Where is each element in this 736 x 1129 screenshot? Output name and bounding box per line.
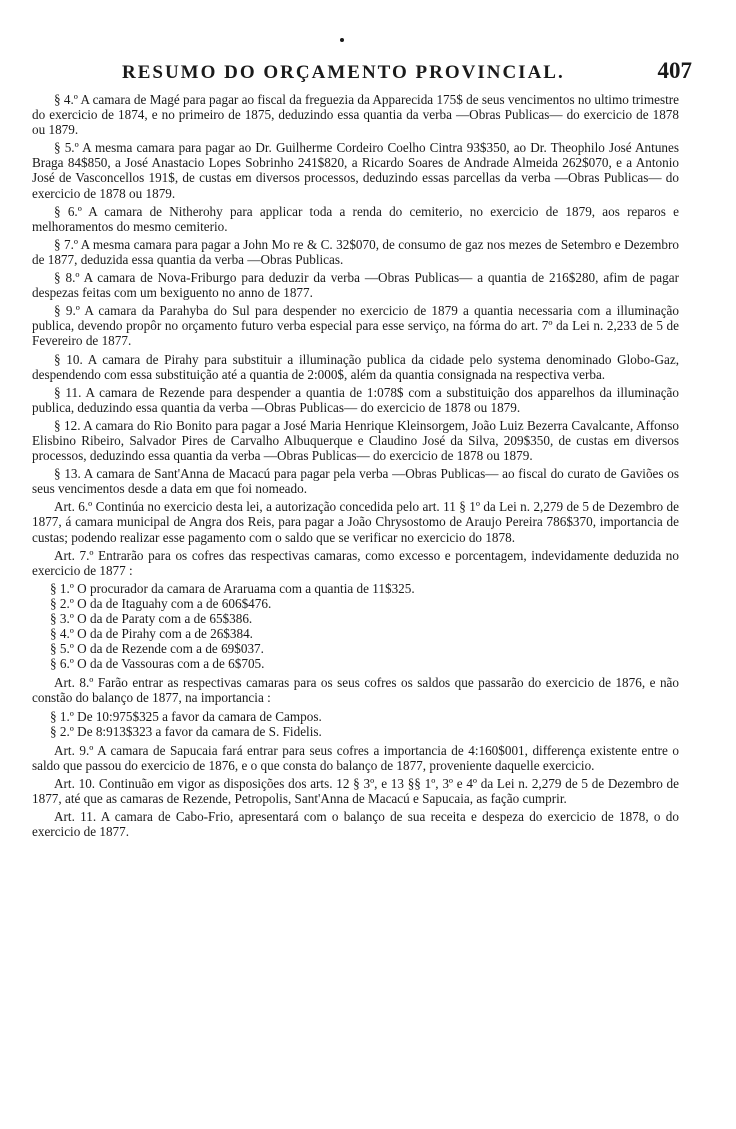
article-8-list [50,709,679,739]
article-10: Art. 10. Continuão em vigor as disposições dos arts. 12 § 3º, e 13 §§ 1º, 3º e 4º da Lei n. 2,279 de 5 de Dezembro de 1877, até que as camaras de Rezende, Petropolis, Sant'Anna de Macacú e Sapucaia, as fação cumprir. [32,775,679,807]
paragraph-s11: § 11. A camara de Rezende para despender a quantia de 1:078$ com a substituição dos apparelhos da illuminação publica, deduzindo essa quantia da verba —Obras Publicas— do exercicio de 1878 ou 1879. [32,384,679,415]
paragraph-s12: § 12. A camara do Rio Bonito para pagar a José Maria Henrique Kleinsorgem, João Luiz Bezerra Cavalcante, Affonso Elisbino Ribeiro, Salvador Pires de Carvalho Albuquerque e Claudino José da Silva, 209$350, de custas em diversos processos, deduzindo essa quantia da verba —Obras Publicas— do exercicio de 1878 ou 1879. [32,417,679,464]
list-item: § 6.º O da de Vassouras com a de 6$705. [50,656,265,672]
article-8: Art. 8.º Farão entrar as respectivas camaras para os seus cofres os saldos que passarão do exercicio de 1876, e não constão do balanço de 1877, na importancia : [32,675,679,706]
article-11: Art. 11. A camara de Cabo-Frio, apresentará com o balanço de sua receita e despeza do exercicio de 1878, o do exercicio de 1877. [32,809,679,840]
article-7: Art. 7.º Entrarão para os cofres das respectivas camaras, como excesso e porcentagem, indevidamente deduzida no exercicio de 1877 : [32,547,679,578]
list-item: § 4.º O da de Pirahy com a de 26$384. [50,626,253,642]
article-9: Art. 9.º A camara de Sapucaia fará entrar para seus cofres a importancia de 4:160$001, differença existente entre o saldo que passou do exercicio de 1876, e o que consta do balanço de 1877, proveniente daquelle exercicio. [32,742,679,773]
running-title: RESUMO DO ORÇAMENTO PROVINCIAL. [122,62,565,83]
paragraph-s10: § 10. A camara de Pirahy para substituir a illuminação publica da cidade pelo systema denominado Globo-Gaz, despendendo com essa substituição até a quantia de 2:000$, além da quantia consignada na respectiva verba. [32,351,679,382]
list-item: § 2.º De 8:913$323 a favor da camara de S. Fidelis. [50,723,322,739]
list-item: § 1.º De 10:975$325 a favor da camara de Campos. [50,708,322,724]
paragraph-s13: § 13. A camara de Sant'Anna de Macacú para pagar pela verba —Obras Publicas— ao fiscal do curato de Gaviões os seus vencimentos desde a data em que foi nomeado. [32,466,679,497]
list-item: § 5.º O da de Rezende com a de 69$037. [50,641,264,657]
list-item: § 1.º O procurador da camara de Araruama com a quantia de 11$325. [50,580,415,596]
paragraph-s6: § 6.º A camara de Nitherohy para applicar toda a renda do cemiterio, no exercicio de 1879, aos reparos e melhoramentos do mesmo cemiterio. [32,203,679,234]
document-body [32,92,679,842]
paragraph-s4: § 4.º A camara de Magé para pagar ao fiscal da freguezia da Apparecida 175$ de seus vencimentos no ultimo trimestre do exercicio de 1874, e no primeiro de 1875, deduzindo essa quantia da verba —Obras Publicas— do exercicio de 1878 ou 1879. [32,92,679,138]
list-item: § 2.º O da de Itaguahy com a de 606$476. [50,595,272,611]
page-header [32,58,692,90]
paragraph-s7: § 7.º A mesma camara para pagar a John Mo re & C. 32$070, de consumo de gaz nos mezes de Setembro e Dezembro de 1877, deduzida essa quantia da verba —Obras Publicas. [32,236,679,267]
list-item: § 3.º O da de Paraty com a de 65$386. [50,611,253,626]
page-mark-dot [340,38,344,42]
article-6: Art. 6.º Continúa no exercicio desta lei, a autorização concedida pelo art. 11 § 1º da Lei n. 2,279 de 5 de Dezembro de 1877, á camara municipal de Angra dos Reis, para pagar a João Chrysostomo de Araujo Pereira 786$370, importancia de custas; podendo realizar esse pagamento com o saldo que se verificar no exercicio do 1878. [32,499,679,545]
article-7-list [50,581,679,672]
page-number: 407 [657,58,692,83]
paragraph-s9: § 9.º A camara da Parahyba do Sul para despender no exercicio de 1879 a quantia necessaria com a illuminação publica, devendo propôr no orçamento futuro verba especial para esse serviço, na fórma do art. 7º da Lei n. 2,233 de 5 de Fevereiro de 1877. [32,303,679,349]
paragraph-s8: § 8.º A camara de Nova-Friburgo para deduzir da verba —Obras Publicas— a quantia de 216$280, afim de pagar despezas feitas com um bexiguento no anno de 1877. [32,270,679,301]
paragraph-s5: § 5.º A mesma camara para pagar ao Dr. Guilherme Cordeiro Coelho Cintra 93$350, ao Dr. Theophilo José Antunes Braga 84$850, a José Anastacio Lopes Sobrinho 241$820, a Ricardo Soares de Andrade Almeida 262$070, e a Antonio José de Vasconcellos 191$, de custas em diversos processos, deduzindo essas parcellas da verba —Obras Publicas— do exercicio de 1878 ou 1879. [32,140,679,201]
